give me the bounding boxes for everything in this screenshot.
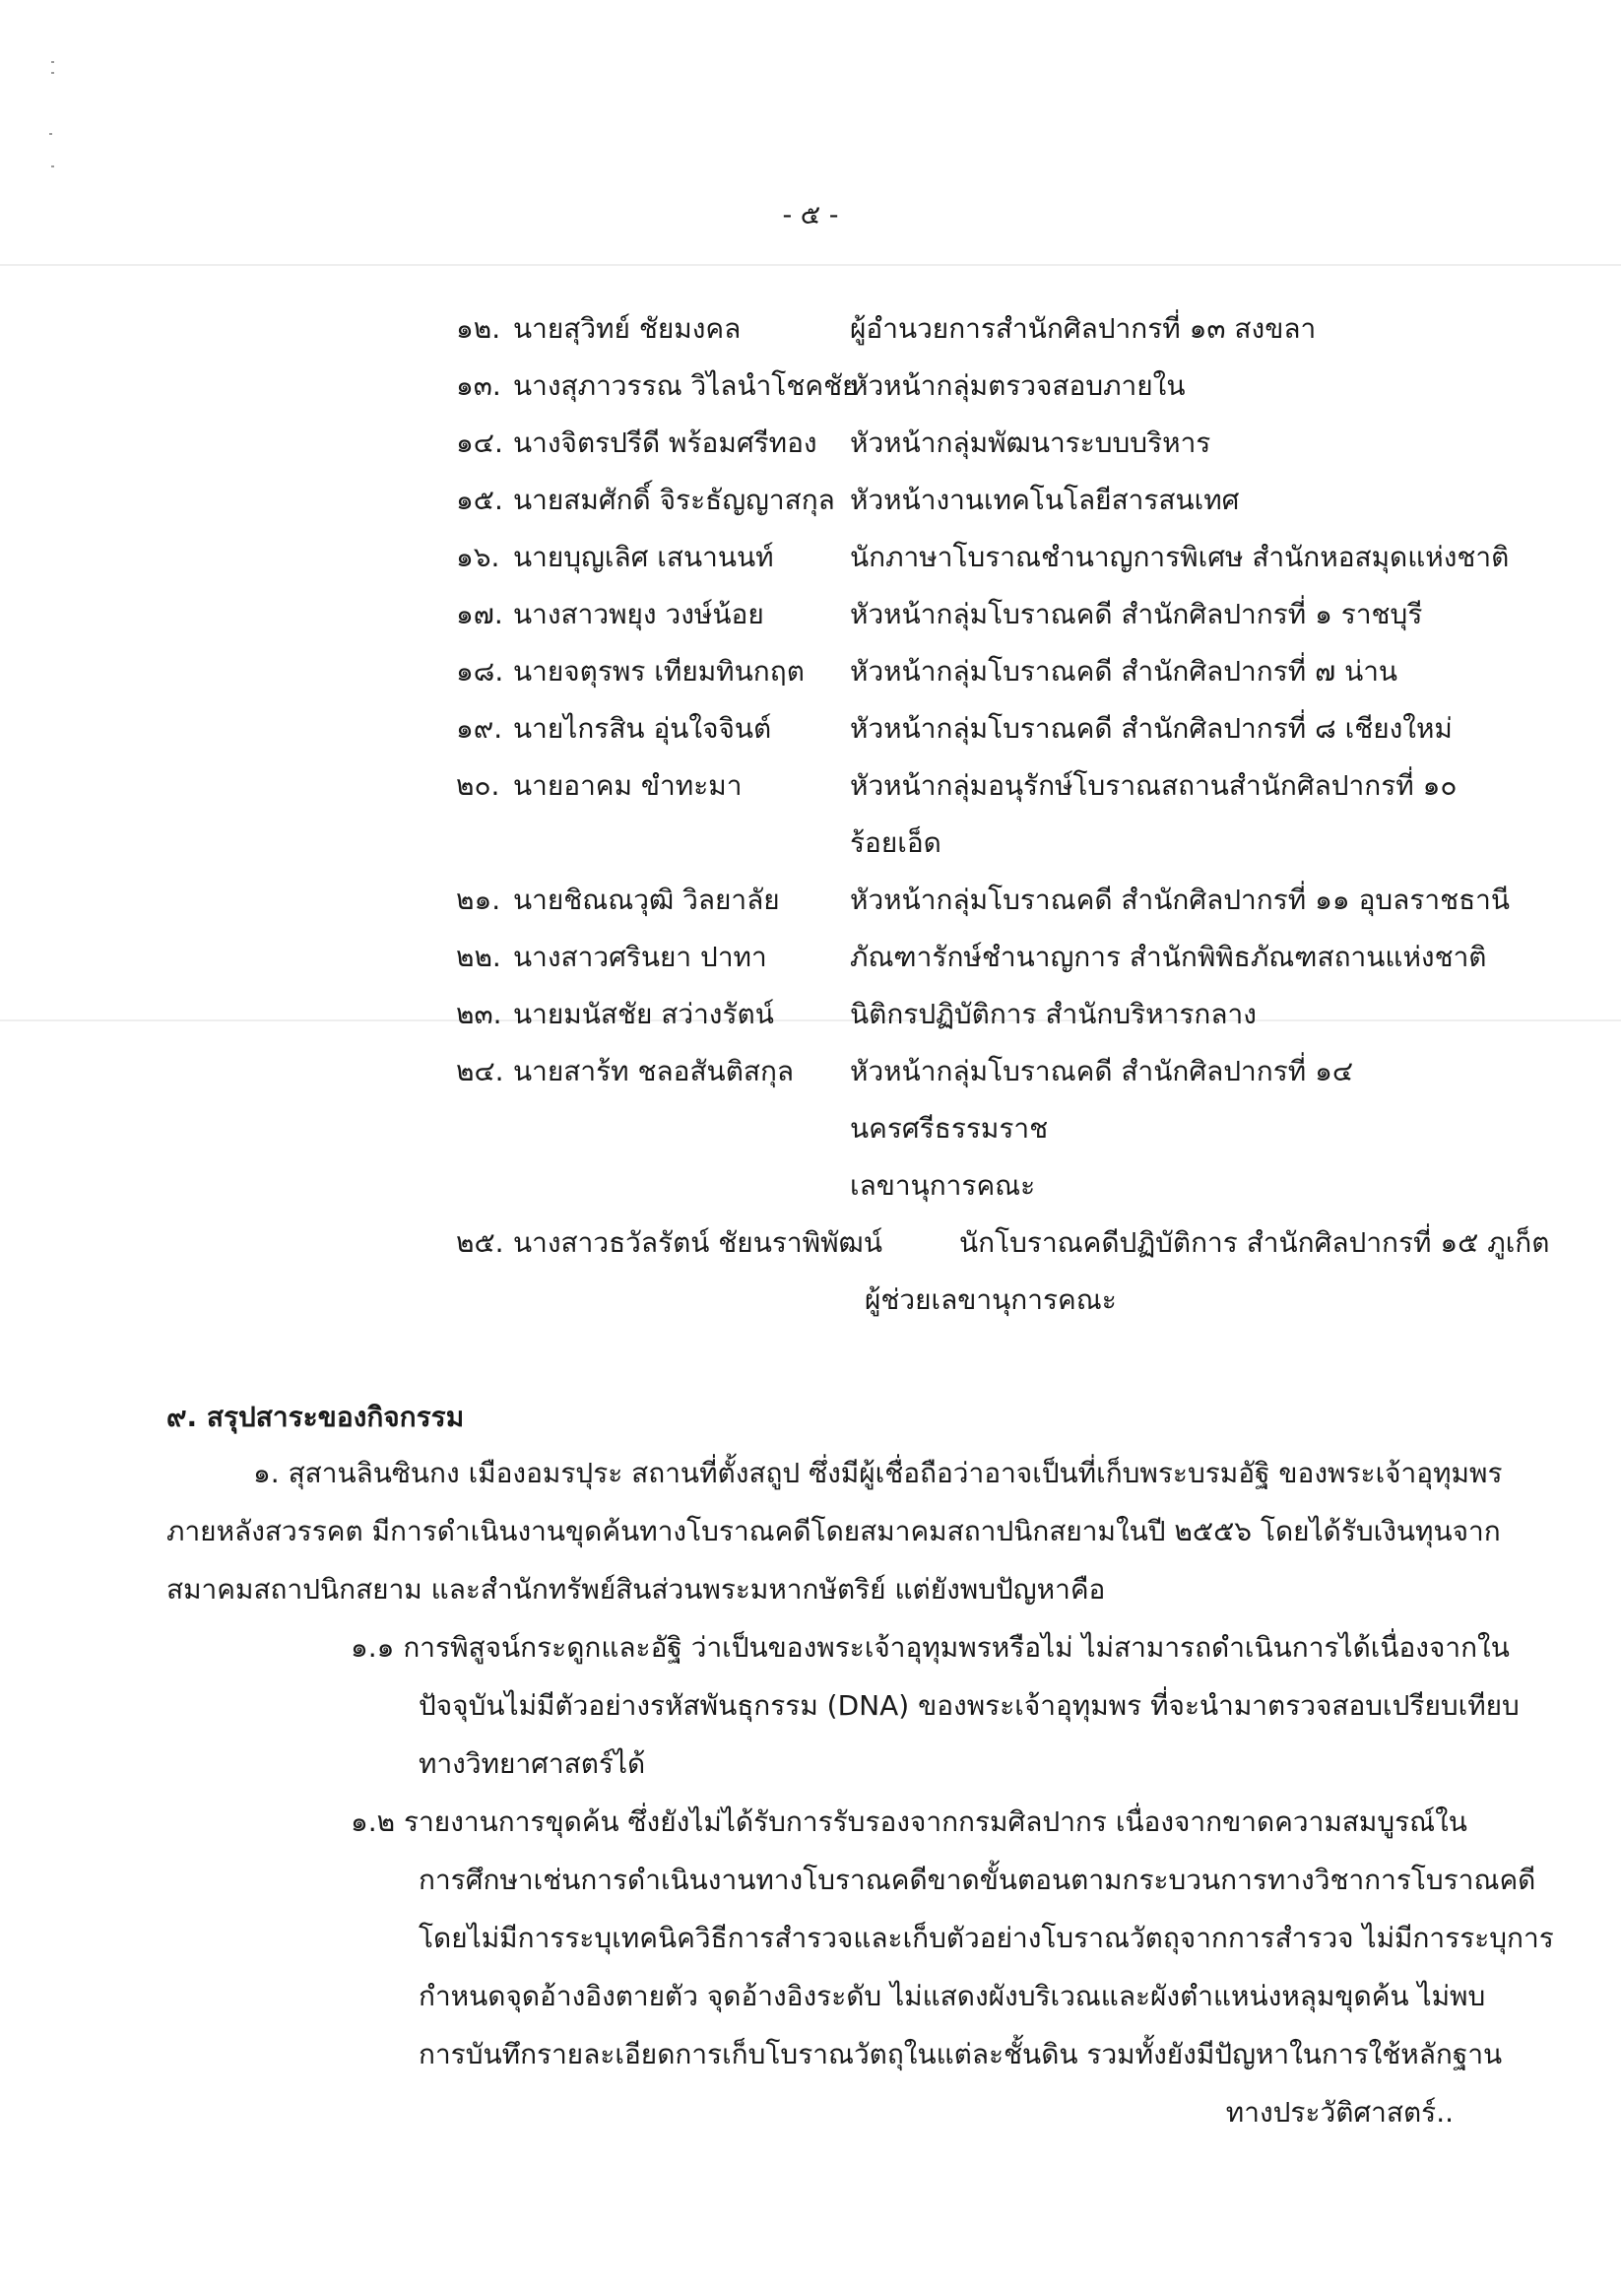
- member-role: ผู้อำนวยการสำนักศิลปากรที่ ๑๓ สงขลา: [850, 312, 1317, 345]
- list-item: [456, 1043, 1539, 1100]
- member-name: นางสาวศรินยา ปาทา: [513, 941, 767, 973]
- member-number: ๑๒.: [456, 312, 501, 345]
- member-role: หัวหน้ากลุ่มโบราณคดี สำนักศิลปากรที่ ๘ เชียงใหม่: [850, 712, 1453, 745]
- member-number: ๒๓.: [456, 998, 502, 1030]
- scan-speck: [49, 133, 52, 135]
- member-number: ๒๕.: [456, 1226, 504, 1259]
- list-item: [456, 700, 1539, 757]
- member-number: ๒๐.: [456, 769, 500, 802]
- member-role-continuation: ร้อยเอ็ด: [850, 826, 941, 859]
- member-number: ๑๔.: [456, 426, 503, 459]
- paragraph-line: ๑. สุสานลินซินกง เมืองอมรปุระ สถานที่ตั้งสถูป ซึ่งมีผู้เชื่อถือว่าอาจเป็นที่เก็บพระบรมอัฐิ ของพระเจ้าอุทุมพร: [253, 1457, 1503, 1489]
- list-item: [456, 929, 1539, 986]
- member-role: หัวหน้ากลุ่มโบราณคดี สำนักศิลปากรที่ ๑๔: [850, 1055, 1354, 1087]
- paragraph-line: ทางวิทยาศาสตร์ได้: [419, 1747, 646, 1780]
- member-role: หัวหน้ากลุ่มโบราณคดี สำนักศิลปากรที่ ๑ ราชบุรี: [850, 598, 1423, 630]
- scan-speck: [51, 72, 54, 74]
- member-number: ๒๑.: [456, 884, 501, 916]
- member-name: นายชิณณวุฒิ วิลยาลัย: [513, 884, 780, 916]
- scan-speck: [51, 165, 54, 167]
- member-role: นักภาษาโบราณชำนาญการพิเศษ สำนักหอสมุดแห่งชาติ: [850, 541, 1510, 573]
- paragraph-line: กำหนดจุดอ้างอิงตายตัว จุดอ้างอิงระดับ ไม่แสดงผังบริเวณและผังตำแหน่งหลุมขุดค้น ไม่พบ: [419, 1980, 1486, 2012]
- member-role-continuation: เลขานุการคณะ: [850, 1169, 1036, 1202]
- list-item: [456, 415, 1539, 472]
- member-role: หัวหน้างานเทคโนโลยีสารสนเทศ: [850, 484, 1240, 516]
- member-number: ๑๘.: [456, 655, 504, 688]
- continued-marker: ทางประวัติศาสตร์..: [1225, 2096, 1454, 2129]
- sub-item-1-2: [351, 1793, 1554, 2141]
- list-item: [456, 757, 1539, 815]
- member-name: นายสาร้ท ชลอสันติสกุล: [513, 1055, 795, 1087]
- paragraph-line: การศึกษาเช่นการดำเนินงานทางโบราณคดีขาดขั้นตอนตามกระบวนการทางวิชาการโบราณคดี: [419, 1864, 1536, 1896]
- list-item: [456, 472, 1539, 529]
- committee-member-list: [456, 300, 1550, 1329]
- member-name: นายสุวิทย์ ชัยมงคล: [513, 312, 742, 345]
- member-name: นายบุญเลิศ เสนานนท์: [513, 541, 774, 573]
- page-number: - ๕ -: [782, 200, 839, 230]
- intro-paragraph: [166, 1444, 1516, 1618]
- paragraph-line: ภายหลังสวรรคต มีการดำเนินงานขุดค้นทางโบราณคดีโดยสมาคมสถาปนิกสยามในปี ๒๕๕๖ โดยได้รับเงินทุนจาก: [166, 1515, 1501, 1547]
- member-number: ๑๓.: [456, 369, 501, 402]
- paragraph-line: โดยไม่มีการระบุเทคนิควิธีการสำรวจและเก็บตัวอย่างโบราณวัตถุจากการสำรวจ ไม่มีการระบุการ: [419, 1922, 1554, 1954]
- list-item: [456, 529, 1539, 586]
- member-role: หัวหน้ากลุ่มพัฒนาระบบบริหาร: [850, 426, 1211, 459]
- list-item: [456, 872, 1539, 929]
- sub-item-1-1: [351, 1618, 1532, 1793]
- member-role: หัวหน้ากลุ่มโบราณคดี สำนักศิลปากรที่ ๗ น่าน: [850, 655, 1398, 688]
- member-name: นายอาคม ขำทะมา: [513, 769, 743, 802]
- scan-speck: [51, 61, 54, 63]
- list-item: [456, 643, 1539, 700]
- member-role: นิติกรปฏิบัติการ สำนักบริหารกลาง: [850, 998, 1257, 1030]
- member-name: นางสุภาวรรณ วิไลนำโชคชัย: [513, 369, 859, 402]
- member-role: หัวหน้ากลุ่มอนุรักษ์โบราณสถานสำนักศิลปากรที่ ๑๐: [850, 769, 1458, 802]
- member-role: หัวหน้ากลุ่มโบราณคดี สำนักศิลปากรที่ ๑๑ อุบลราชธานี: [850, 884, 1511, 916]
- paragraph-line: การบันทึกรายละเอียดการเก็บโบราณวัตถุในแต่ละชั้นดิน รวมทั้งยังมีปัญหาในการใช้หลักฐาน: [419, 2038, 1503, 2070]
- section-title: ๙. สรุปสาระของกิจกรรม: [166, 1401, 465, 1433]
- member-name: นายมนัสชัย สว่างรัตน์: [513, 998, 774, 1030]
- member-name: นายไกรสิน อุ่นใจจินต์: [513, 712, 772, 745]
- member-role-continuation: ผู้ช่วยเลขานุการคณะ: [865, 1283, 1117, 1316]
- member-number: ๑๙.: [456, 712, 503, 745]
- paragraph-line: สมาคมสถาปนิกสยาม และสำนักทรัพย์สินส่วนพระมหากษัตริย์ แต่ยังพบปัญหาคือ: [166, 1573, 1106, 1606]
- member-number: ๑๖.: [456, 541, 500, 573]
- list-item: [456, 358, 1539, 415]
- member-name: นายสมศักดิ์ จิระธัญญาสกุล: [513, 484, 835, 516]
- member-number: ๑๗.: [456, 598, 503, 630]
- member-name: นางสาวพยุง วงษ์น้อย: [513, 598, 764, 630]
- member-number: ๒๒.: [456, 941, 501, 973]
- list-item: [456, 986, 1539, 1043]
- list-item: [456, 300, 1539, 358]
- member-name: นางจิตรปรีดี พร้อมศรีทอง: [513, 426, 817, 459]
- paragraph-line: ๑.๑ การพิสูจน์กระดูกและอัฐิ ว่าเป็นของพระเจ้าอุทุมพรหรือไม่ ไม่สามารถดำเนินการได้เนื่องจากใน: [351, 1631, 1510, 1664]
- member-number: ๑๕.: [456, 484, 503, 516]
- member-role: หัวหน้ากลุ่มตรวจสอบภายใน: [850, 369, 1186, 402]
- member-number: ๒๔.: [456, 1055, 504, 1087]
- member-name: นายจตุรพร เทียมทินกฤต: [513, 655, 805, 688]
- list-item: [456, 586, 1539, 643]
- member-role: นักโบราณคดีปฏิบัติการ สำนักศิลปากรที่ ๑๕ ภูเก็ต: [959, 1226, 1550, 1259]
- list-item: [456, 1214, 1550, 1272]
- member-role-continuation: นครศรีธรรมราช: [850, 1112, 1049, 1145]
- member-name: นางสาวธวัลรัตน์ ชัยนราพิพัฒน์: [513, 1226, 882, 1259]
- scan-line: [0, 264, 1621, 266]
- member-role: ภัณฑารักษ์ชำนาญการ สำนักพิพิธภัณฑสถานแห่งชาติ: [850, 941, 1487, 973]
- paragraph-line: ๑.๒ รายงานการขุดค้น ซึ่งยังไม่ได้รับการรับรองจากกรมศิลปากร เนื่องจากขาดความสมบูรณ์ใน: [351, 1805, 1467, 1838]
- paragraph-line: ปัจจุบันไม่มีตัวอย่างรหัสพันธุกรรม (DNA) ของพระเจ้าอุทุมพร ที่จะนำมาตรวจสอบเปรียบเทียบ: [419, 1689, 1520, 1722]
